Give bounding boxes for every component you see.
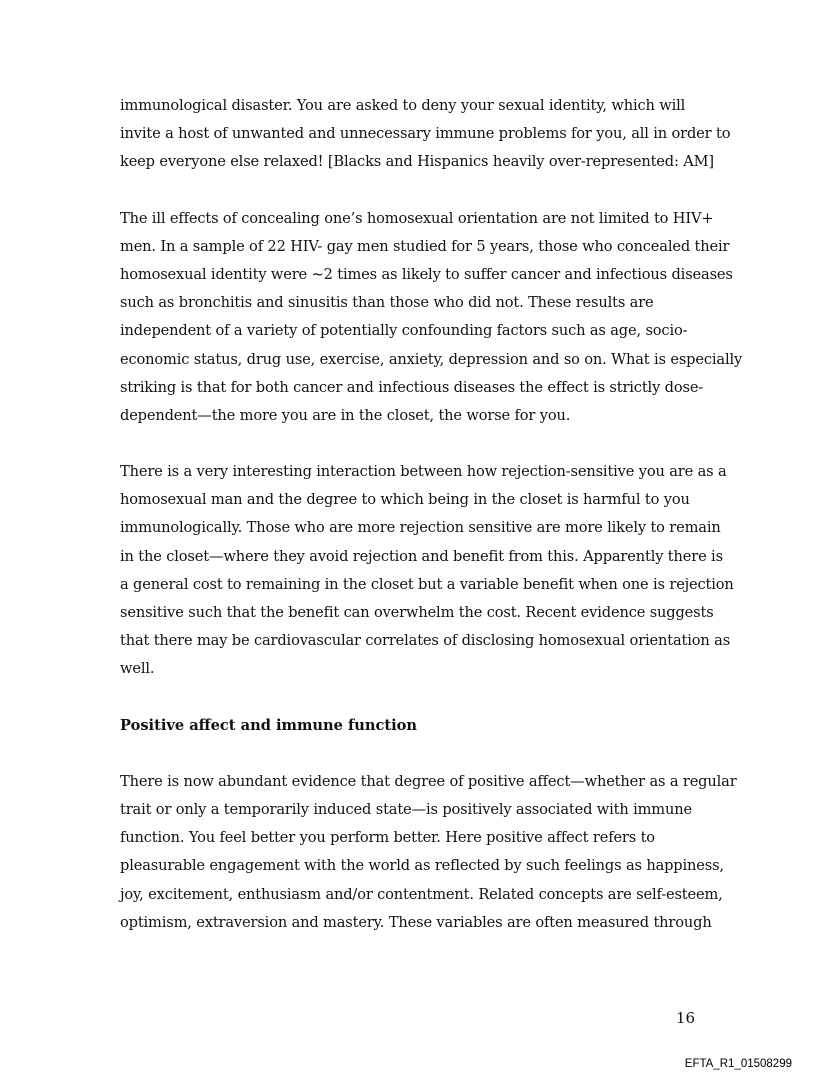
text-line: economic status, drug use, exercise, anxiety, depression and so on. What is especially: [120, 350, 743, 368]
text-line: function. You feel better you perform better. Here positive affect refers to: [120, 829, 655, 847]
text-line: homosexual man and the degree to which being in the closet is harmful to you: [120, 491, 690, 509]
document-id: EFTA_R1_01508299: [684, 1058, 792, 1070]
text-line: striking is that for both cancer and infectious diseases the effect is strictly dose-: [120, 378, 704, 396]
text-line: homosexual identity were ~2 times as likely to suffer cancer and infectious diseases: [120, 265, 733, 283]
paragraph: [120, 768, 737, 937]
paragraph-gap: [120, 177, 700, 205]
text-line: well.: [120, 660, 155, 678]
text-line: joy, excitement, enthusiasm and/or contentment. Related concepts are self-esteem,: [120, 885, 723, 903]
paragraph: [120, 92, 731, 177]
text-line: immunological disaster. You are asked to deny your sexual identity, which will: [120, 97, 686, 114]
text-line: dependent—the more you are in the closet, the worse for you.: [120, 406, 571, 424]
paragraph: [120, 205, 743, 431]
text-line: in the closet—where they avoid rejection and benefit from this. Apparently there is: [120, 547, 723, 565]
text-line: trait or only a temporarily induced state—is positively associated with immune: [120, 800, 692, 818]
text-line: pleasurable engagement with the world as reflected by such feelings as happiness,: [120, 857, 724, 875]
text-line: invite a host of unwanted and unnecessary immune problems for you, all in order to: [120, 125, 731, 143]
text-line: such as bronchitis and sinusitis than those who did not. These results are: [120, 294, 654, 312]
text-line: independent of a variety of potentially confounding factors such as age, socio-: [120, 322, 688, 340]
text-line: optimism, extraversion and mastery. These variables are often measured through: [120, 913, 712, 931]
text-line: men. In a sample of 22 HIV- gay men studied for 5 years, those who concealed their: [120, 237, 730, 255]
section-heading: Positive affect and immune function: [120, 716, 418, 734]
text-line: sensitive such that the benefit can overwhelm the cost. Recent evidence suggests: [120, 604, 714, 621]
text-line: The ill effects of concealing one’s homosexual orientation are not limited to HIV+: [120, 209, 714, 227]
paragraph-gap: [120, 740, 700, 768]
paragraph-gap: [120, 430, 700, 458]
text-line: keep everyone else relaxed! [Blacks and Hispanics heavily over-represented: AM]: [120, 153, 714, 171]
paragraph-gap: [120, 684, 700, 712]
page-number: 16: [676, 1009, 696, 1027]
page-body: [120, 92, 743, 937]
text-line: There is now abundant evidence that degree of positive affect—whether as a regular: [120, 772, 737, 790]
text-line: a general cost to remaining in the closet but a variable benefit when one is rejection: [120, 575, 734, 593]
text-line: that there may be cardiovascular correlates of disclosing homosexual orientation as: [120, 632, 731, 650]
text-line: immunologically. Those who are more rejection sensitive are more likely to remain: [120, 519, 721, 537]
text-line: There is a very interesting interaction between how rejection-sensitive you are as a: [120, 463, 727, 481]
paragraph: [120, 458, 734, 684]
